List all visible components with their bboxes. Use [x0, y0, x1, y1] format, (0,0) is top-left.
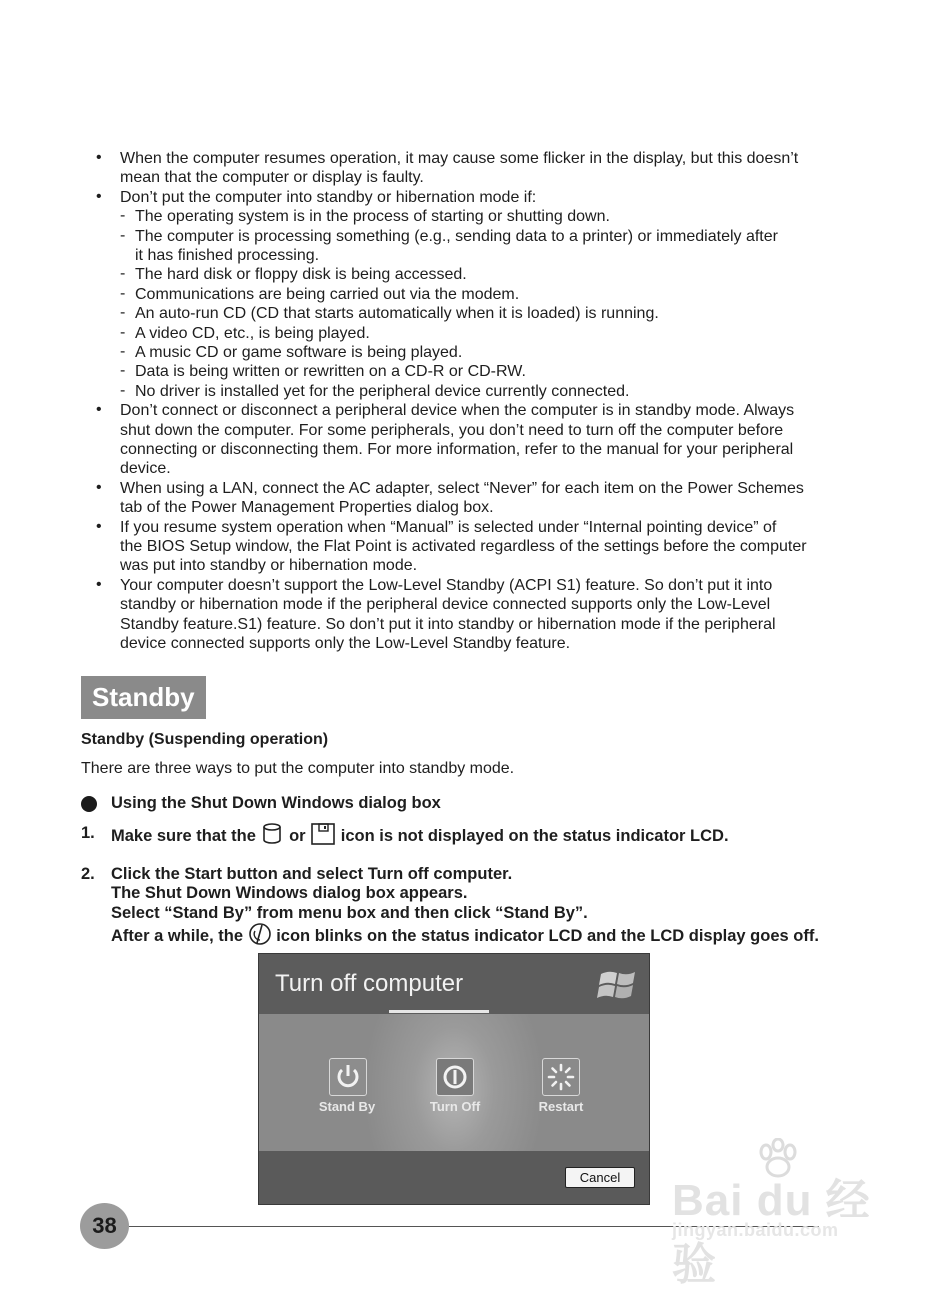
- bullet-text-line: connecting or disconnecting them. For more information, refer to the manual for your peripheral: [120, 441, 794, 458]
- dash-text-line: Data is being written or rewritten on a CD-R or CD-RW.: [135, 363, 526, 381]
- bullet-marker: •: [96, 478, 102, 496]
- page-number: 38: [80, 1203, 129, 1249]
- stand-by-label: Stand By: [318, 1099, 376, 1114]
- method-bullet: [81, 796, 97, 812]
- method-title: Using the Shut Down Windows dialog box: [111, 794, 441, 812]
- step-2-line-4-post: icon blinks on the status indicator LCD and the LCD display goes off.: [276, 926, 819, 945]
- sub-heading: Standby (Suspending operation): [81, 731, 329, 748]
- turn-off-computer-dialog: [258, 953, 650, 1205]
- dash-text-line: No driver is installed yet for the peripheral device currently connected.: [135, 382, 630, 400]
- bullet-text-line: Don’t put the computer into standby or hibernation mode if:: [120, 188, 537, 206]
- dash-marker: -: [120, 304, 126, 322]
- cancel-button[interactable]: Cancel: [565, 1167, 635, 1188]
- dash-text-line: it has finished processing.: [135, 247, 320, 264]
- step-2-line-4-pre: After a while, the: [111, 926, 244, 945]
- dash-marker: -: [120, 323, 126, 341]
- turn-off-label: Turn Off: [429, 1099, 481, 1114]
- dialog-options-panel: [259, 1014, 649, 1151]
- bullet-text-line: standby or hibernation mode if the peripheral device connected supports only the Low-Level: [120, 596, 771, 614]
- bullet-text-line: the BIOS Setup window, the Flat Point is activated regardless of the settings before the computer: [120, 538, 807, 555]
- dash-text-line: The operating system is in the process of starting or shutting down.: [135, 208, 610, 226]
- dialog-title-underline: [389, 1010, 489, 1013]
- dash-marker: -: [120, 343, 126, 360]
- step-2-number: 2.: [81, 865, 95, 883]
- bullet-marker: •: [96, 187, 102, 205]
- step-1-text: [111, 822, 729, 851]
- restart-button[interactable]: [542, 1058, 580, 1096]
- dash-text-line: A music CD or game software is being played.: [135, 344, 463, 361]
- bullet-text-line: was put into standby or hibernation mode.: [120, 557, 418, 575]
- standby-moon-icon: [248, 922, 272, 951]
- dash-marker: -: [120, 207, 126, 225]
- dash-text-line: Communications are being carried out via the modem.: [135, 285, 520, 303]
- dash-text-line: The hard disk or floppy disk is being accessed.: [135, 266, 467, 284]
- step-2-line-1: Click the Start button and select Turn off computer.: [111, 865, 513, 883]
- bullet-text-line: Standby feature.S1) feature. So don’t put it into standby or hibernation mode if the peripheral: [120, 615, 776, 633]
- dialog-footer: [259, 1151, 649, 1204]
- step-1-pre: Make sure that the: [111, 826, 256, 845]
- section-heading: Standby: [81, 676, 206, 719]
- floppy-access-icon: [310, 822, 336, 851]
- step-2-line-4: [111, 922, 819, 951]
- restart-label: Restart: [538, 1099, 584, 1114]
- bullet-text-line: device.: [120, 460, 171, 478]
- step-1-number: 1.: [81, 824, 95, 842]
- bullet-marker: •: [96, 149, 102, 166]
- dash-text-line: A video CD, etc., is being played.: [135, 324, 370, 342]
- step-2-line-3: Select “Stand By” from menu box and then click “Stand By”.: [111, 904, 588, 922]
- dash-text-line: An auto-run CD (CD that starts automatically when it is loaded) is running.: [135, 305, 659, 323]
- bullet-text-line: Your computer doesn’t support the Low-Level Standby (ACPI S1) feature. So don’t put it into: [120, 576, 773, 594]
- dash-marker: -: [120, 226, 126, 244]
- bullet-marker: •: [96, 575, 102, 593]
- bullet-marker: •: [96, 401, 102, 419]
- bullet-text-line: If you resume system operation when “Manual” is selected under “Internal pointing device” of: [120, 518, 777, 536]
- dialog-title: Turn off computer: [275, 970, 464, 997]
- step-2-line-2: The Shut Down Windows dialog box appears.: [111, 884, 468, 902]
- bullet-text-line: mean that the computer or display is faulty.: [120, 169, 424, 187]
- bullet-text-line: Don’t connect or disconnect a peripheral device when the computer is in standby mode. Always: [120, 402, 795, 420]
- dash-marker: -: [120, 265, 126, 283]
- bullet-text-line: device connected supports only the Low-Level Standby feature.: [120, 635, 571, 652]
- dash-marker: -: [120, 284, 126, 302]
- intro-paragraph: There are three ways to put the computer into standby mode.: [81, 760, 515, 777]
- baidu-watermark: [668, 1138, 898, 1289]
- windows-flag-icon: [597, 964, 641, 1009]
- watermark-url: jingyan.baidu.com: [672, 1220, 839, 1240]
- bullet-text-line: When the computer resumes operation, it may cause some flicker in the display, but this doesn’t: [120, 150, 799, 167]
- bullet-text-line: When using a LAN, connect the AC adapter, select “Never” for each item on the Power Schemes: [120, 479, 804, 497]
- stand-by-button[interactable]: [329, 1058, 367, 1096]
- step-1-mid: or: [289, 826, 306, 845]
- dash-marker: -: [120, 362, 126, 380]
- watermark-brand: Bai du 经验: [672, 1176, 871, 1289]
- bullet-text-line: shut down the computer. For some peripherals, you don’t need to turn off the computer before: [120, 421, 784, 439]
- dash-text-line: The computer is processing something (e.g., sending data to a printer) or immediately after: [135, 227, 778, 245]
- disk-access-icon: [260, 822, 284, 851]
- step-1-post: icon is not displayed on the status indicator LCD.: [340, 826, 729, 845]
- bullet-text-line: tab of the Power Management Properties dialog box.: [120, 499, 494, 517]
- bullet-marker: •: [96, 517, 102, 535]
- dash-marker: -: [120, 381, 126, 399]
- turn-off-button[interactable]: [436, 1058, 474, 1096]
